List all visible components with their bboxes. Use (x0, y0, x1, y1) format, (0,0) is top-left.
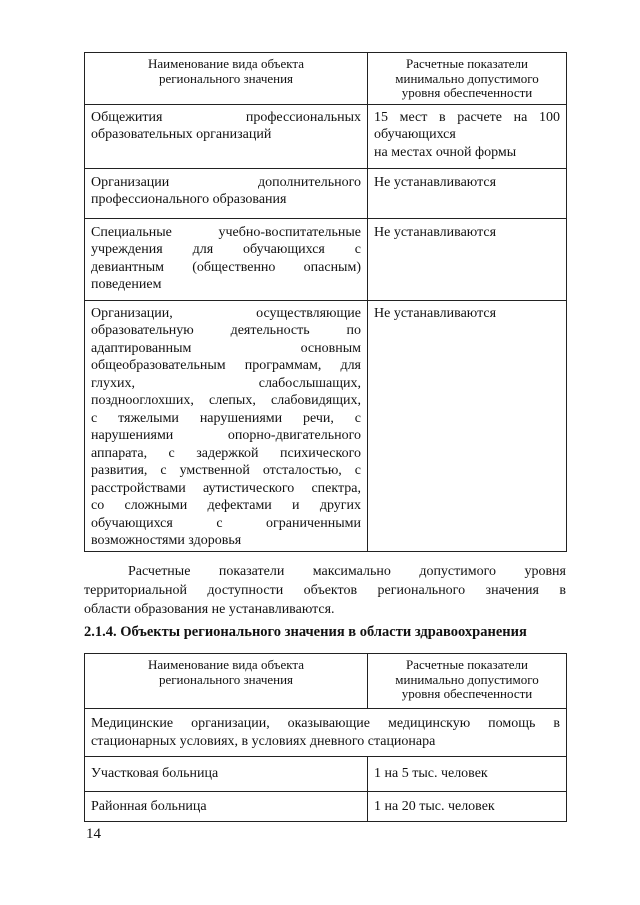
table-span-row (85, 709, 567, 757)
header-line: минимально допустимого (395, 70, 539, 86)
cell-line: профессионального образования (91, 192, 287, 207)
header-line: Наименование вида объекта (147, 56, 304, 71)
cell-line: на местах очной формы (374, 144, 517, 160)
table-row (85, 757, 567, 792)
cell-line: поведением (91, 277, 162, 292)
paragraph-line: Расчетные показатели максимально допустимого уровня (128, 564, 566, 579)
row-name-cell (85, 104, 368, 168)
table-row (85, 218, 567, 300)
cell-line: Не устанавливаются (374, 174, 497, 190)
cell-line: Организации дополнительного (91, 174, 361, 190)
cell-line: 15 мест в расчете на 100 (374, 109, 560, 125)
cell-line: развития, с умственной отсталостью, с (91, 463, 361, 478)
table-row (85, 168, 567, 218)
cell-line: Специальные учебно-воспитательные (91, 224, 361, 240)
row-name-cell (85, 218, 368, 300)
cell-line: Общежития профессиональных (91, 109, 361, 125)
cell-line: Участковая больница (91, 766, 219, 782)
cell-line: Районная больница (91, 798, 207, 814)
cell-line: обучающихся с ограниченными (91, 515, 361, 531)
cell-line: обучающихся (374, 127, 456, 142)
header-cell-indicator (368, 654, 567, 709)
table-header-row (85, 53, 567, 105)
cell-line: расстройствами аутистического спектра, (91, 480, 361, 496)
section-heading: 2.1.4. Объекты регионального значения в области здравоохранения (84, 624, 527, 640)
cell-line: аппарата, с задержкой психического (91, 445, 361, 461)
cell-line: общеобразовательным программам, для (91, 358, 361, 373)
cell-line: девиантным (общественно опасным) (91, 259, 361, 275)
table-row (85, 104, 567, 168)
row-value-cell (368, 218, 567, 300)
cell-line: 1 на 5 тыс. человек (374, 766, 488, 782)
header-line: Расчетные показатели (405, 56, 529, 71)
cell-line: со сложными дефектами и других (91, 498, 361, 513)
cell-line: глухих, слабослышащих, (91, 375, 361, 391)
header-cell-name (85, 654, 368, 709)
page-number: 14 (86, 826, 101, 842)
row-name-cell (85, 792, 368, 822)
cell-line: стационарных условиях, в условиях дневного стационара (91, 733, 436, 749)
cell-line: Не устанавливаются (374, 305, 497, 321)
cell-line: возможностями здоровья (91, 533, 242, 548)
cell-line: 1 на 20 тыс. человек (374, 798, 495, 814)
header-line: Расчетные показатели (405, 657, 529, 672)
row-name-cell (85, 757, 368, 792)
paragraph-line: области образования не устанавливаются. (84, 602, 335, 617)
cell-line: адаптированным основным (91, 340, 361, 356)
table-header-row (85, 654, 567, 709)
header-line: уровня обеспеченности (401, 686, 533, 701)
header-line: регионального значения (158, 671, 294, 687)
cell-line: образовательных организаций (91, 127, 272, 142)
cell-line: образовательную деятельность по (91, 323, 361, 338)
body-paragraph (84, 562, 566, 619)
row-value-cell (368, 168, 567, 218)
education-objects-table (84, 52, 567, 552)
cell-line: Организации, осуществляющие (91, 305, 361, 321)
cell-line: Не устанавливаются (374, 224, 497, 240)
header-line: минимально допустимого (395, 671, 539, 687)
header-line: уровня обеспеченности (401, 85, 533, 100)
row-name-cell (85, 300, 368, 551)
table-row (85, 300, 567, 551)
cell-line: с тяжелыми нарушениями речи, с (91, 410, 361, 426)
row-name-cell (85, 168, 368, 218)
header-line: регионального значения (158, 70, 294, 86)
header-line: Наименование вида объекта (147, 657, 304, 672)
healthcare-objects-table (84, 653, 567, 822)
row-value-cell (368, 300, 567, 551)
row-value-cell (368, 792, 567, 822)
cell-line: учреждения для обучающихся с (91, 242, 361, 257)
row-value-cell (368, 757, 567, 792)
span-cell (85, 709, 567, 757)
table-row (85, 792, 567, 822)
header-cell-name (85, 53, 368, 105)
paragraph-line: территориальной доступности объектов регионального значения в (84, 583, 566, 598)
cell-line: нарушениями опорно-двигательного (91, 428, 361, 443)
header-cell-indicator (368, 53, 567, 105)
cell-line: позднооглохших, слепых, слабовидящих, (91, 393, 361, 408)
cell-line: Медицинские организации, оказывающие медицинскую помощь в (91, 716, 560, 731)
row-value-cell (368, 104, 567, 168)
